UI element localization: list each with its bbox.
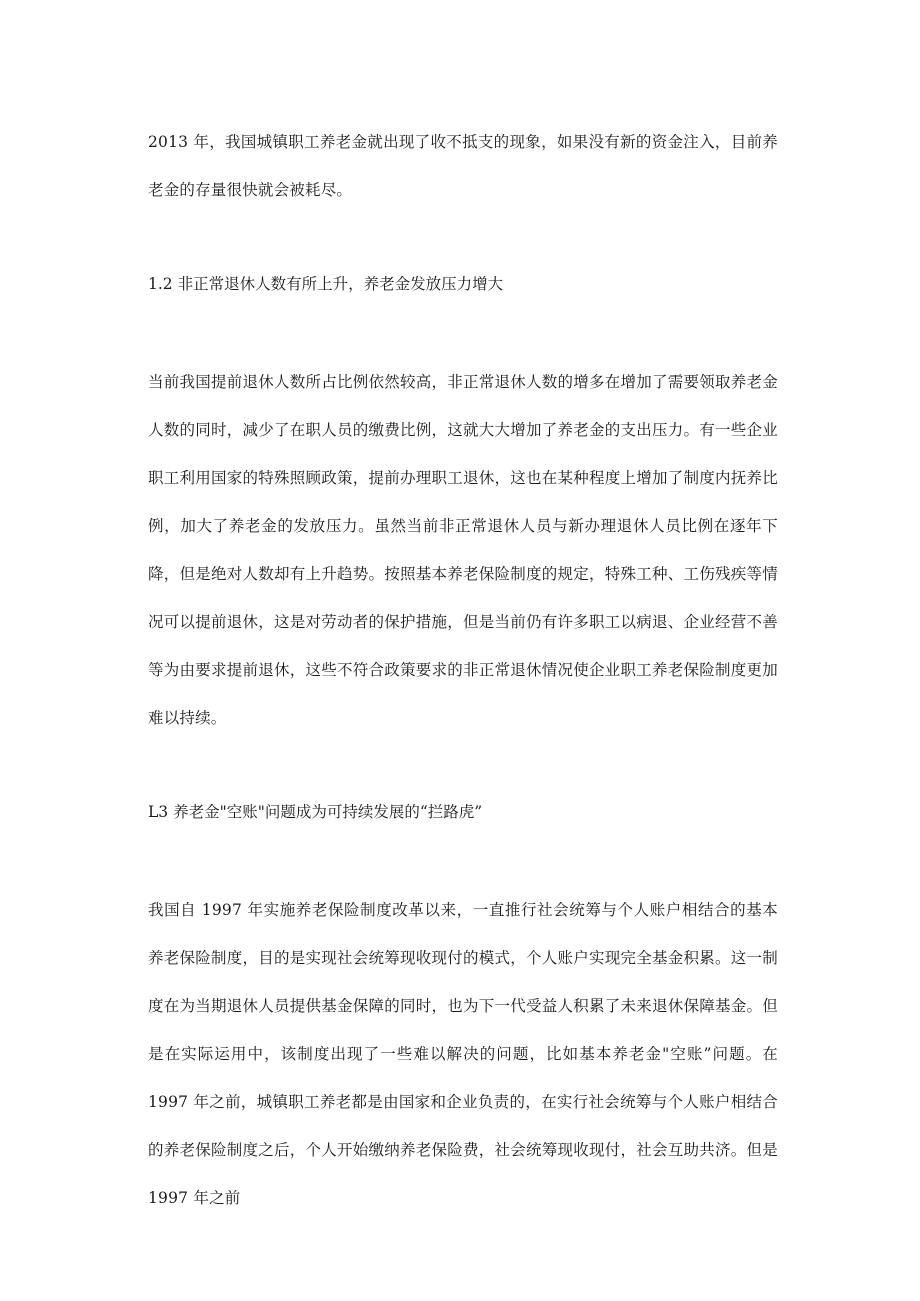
section-heading-1-3: L3 养老金"空账"问题成为可持续发展的“拦路虎”: [148, 803, 483, 821]
section-heading-1-2: 1.2 非正常退休人数有所上升，养老金发放压力增大: [148, 275, 504, 293]
paragraph-early-retirement: 当前我国提前退休人数所占比例依然较高，非正常退休人数的增多在增加了需要领取养老金人数的同时，减少了在职人员的缴费比例，这就大大增加了养老金的支出压力。有一些企业职工利用国家的特殊照顾政策，提前办理职工退休，这也在某种程度上增加了制度内抚养比例，加大了养老金的发放压力。虽然当前非正常退休人员与新办理退休人员比例在逐年下降，但是绝对人数却有上升趋势。按照基本养老保险制度的规定，特殊工种、工伤残疾等情况可以提前退休，这是对劳动者的保护措施，但是当前仍有许多职工以病退、企业经营不善等为由要求提前退休，这些不符合政策要求的非正常退休情况使企业职工养老保险制度更加难以持续。: [148, 373, 778, 727]
paragraph-pension-deficit: 2013 年，我国城镇职工养老金就出现了收不抵支的现象，如果没有新的资金注入，目前养老金的存量很快就会被耗尽。: [148, 133, 778, 199]
paragraph-empty-account: 我国自 1997 年实施养老保险制度改革以来，一直推行社会统筹与个人账户相结合的基本养老保险制度，目的是实现社会统筹现收现付的模式，个人账户实现完全基金积累。这一制度在为当期退休人员提供基金保障的同时，也为下一代受益人积累了未来退休保障基金。但是在实际运用中，该制度出现了一些难以解决的问题，比如基本养老金"空账”问题。在 1997 年之前，城镇职工养老都是由国家和企业负责的，在实行社会统筹与个人账户相结合的养老保险制度之后，个人开始缴纳养老保险费，社会统筹现收现付，社会互助共济。但是 1997 年之前: [148, 901, 778, 1207]
